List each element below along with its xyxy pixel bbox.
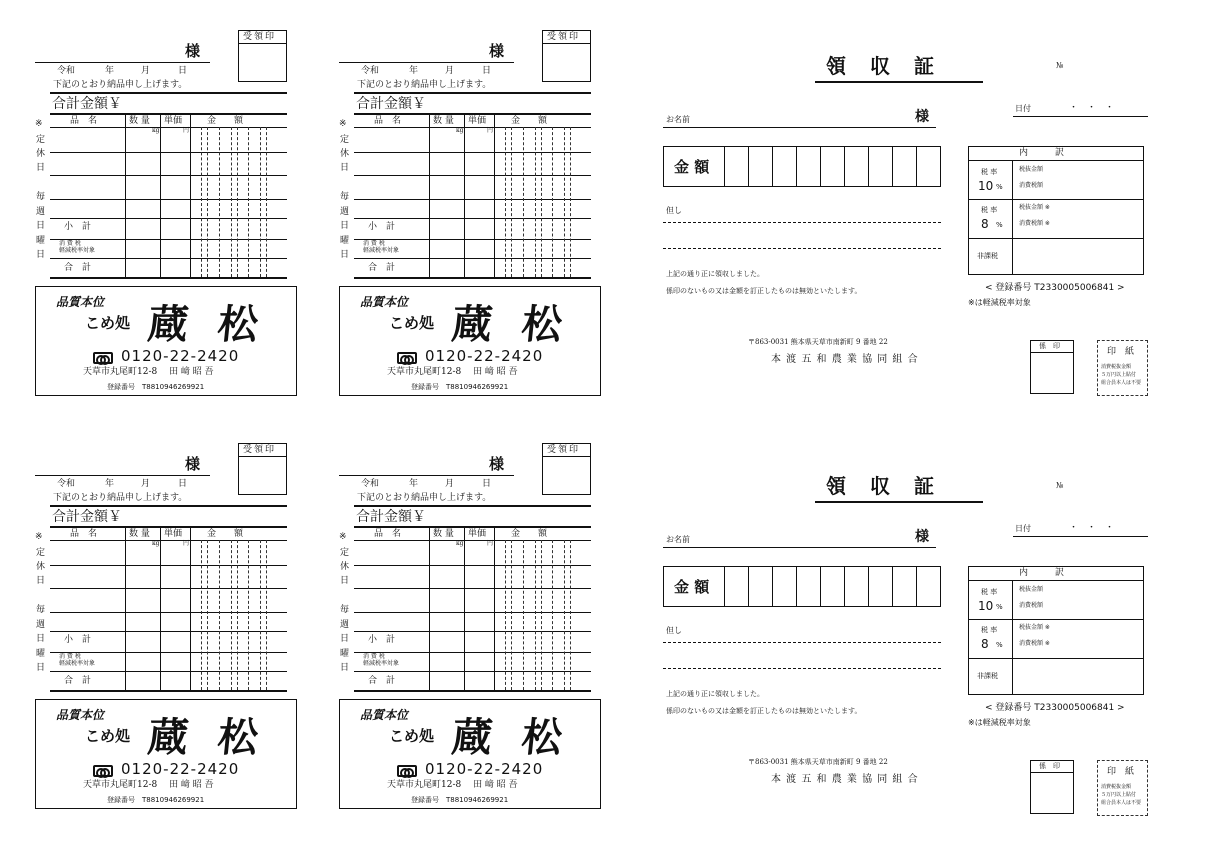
free-dial-icon	[93, 765, 113, 777]
name-label: お名前	[666, 535, 690, 544]
closed-day-char: 日	[340, 250, 350, 260]
closed-day-mark: ※	[339, 532, 347, 542]
closed-day-char: 週	[340, 620, 350, 630]
reduced-rate-label: 軽減税率対象	[59, 660, 96, 667]
revenue-stamp-note: ５万円以上貼付	[1101, 372, 1137, 378]
invalid-notice: 係印のないもの又は金額を訂正したものは無効といたします。	[666, 287, 862, 295]
total-amount-label: 合計金額￥	[356, 509, 426, 525]
subtotal-label: 小 計	[64, 635, 92, 645]
closed-day-char: 毎	[36, 192, 46, 202]
col-price-header: 単価	[468, 116, 487, 126]
customer-name-line	[339, 475, 514, 476]
name-label: お名前	[666, 115, 690, 124]
day-label: 日	[178, 66, 188, 76]
unit-yen: 円	[487, 127, 494, 134]
col-item-header: 品 名	[70, 116, 98, 126]
delivery-notice: 下記のとおり納品申し上げます。	[357, 80, 492, 90]
receipt-stamp-label: 受領印	[243, 445, 277, 455]
phone-number: 0120-22-2420	[425, 347, 544, 365]
revenue-stamp-note: 消費税抜金額	[1101, 784, 1132, 790]
shop-info-box	[35, 699, 297, 809]
pre-tax-reduced-label: 税抜金額 ※	[1019, 204, 1050, 211]
revenue-stamp-box	[1097, 760, 1148, 816]
shop-tagline: 品質本位	[360, 708, 409, 722]
closed-day-char: 休	[36, 562, 46, 572]
issuer-name: 本 渡 五 和 農 業 協 同 組 合	[771, 774, 919, 785]
delivery-notice: 下記のとおり納品申し上げます。	[53, 493, 188, 503]
day-label: 日	[482, 66, 492, 76]
closed-day-char: 日	[340, 634, 350, 644]
total-amount-label: 合計金額￥	[356, 96, 426, 112]
total-amount-label: 合計金額￥	[52, 96, 122, 112]
closed-day-char: 日	[36, 663, 46, 673]
invalid-notice: 係印のないもの又は金額を訂正したものは無効といたします。	[666, 707, 862, 715]
day-label: 日	[178, 479, 188, 489]
shop-subtitle: こめ処	[85, 314, 131, 332]
revenue-stamp-label: 印 紙	[1107, 347, 1135, 357]
col-amount-header: 金 額	[511, 529, 548, 539]
col-price-header: 単価	[468, 529, 487, 539]
subtotal-label: 小 計	[64, 222, 92, 232]
shop-registration-number: 登録番号 T8810946269921	[107, 383, 205, 391]
tax-rate-label: 税 率	[981, 168, 998, 176]
date-label: 日付	[1015, 524, 1031, 533]
free-dial-icon	[397, 352, 417, 364]
month-label: 月	[445, 479, 455, 489]
percent-sign: %	[996, 641, 1003, 649]
shop-tagline: 品質本位	[56, 295, 105, 309]
shop-name-logo: 蔵 松	[145, 301, 269, 348]
closed-day-char: 定	[36, 548, 46, 558]
phone-number: 0120-22-2420	[425, 760, 544, 778]
receipt-stamp-box	[238, 30, 287, 82]
reiwa-label: 令和	[361, 479, 380, 489]
tax-amount-reduced-label: 消費税額 ※	[1019, 220, 1050, 227]
reduced-rate-label: 軽減税率対象	[59, 247, 96, 254]
tax-rate-label: 税 率	[981, 626, 998, 634]
closed-day-mark: ※	[35, 532, 43, 542]
phone-number: 0120-22-2420	[121, 347, 240, 365]
shop-registration-number: 登録番号 T8810946269921	[411, 383, 509, 391]
receipt-title: 領 収 証	[826, 54, 936, 78]
clerk-stamp-box	[1030, 760, 1074, 814]
tax-amount-reduced-label: 消費税額 ※	[1019, 640, 1050, 647]
shop-info-box	[35, 286, 297, 396]
percent-sign: %	[996, 183, 1003, 191]
receipt-stamp-label: 受領印	[547, 32, 581, 42]
year-label: 年	[105, 479, 115, 489]
percent-sign: %	[996, 221, 1003, 229]
col-item-header: 品 名	[70, 529, 98, 539]
non-taxable-label: 非課税	[977, 672, 998, 680]
customer-name-line	[35, 62, 210, 63]
year-label: 年	[105, 66, 115, 76]
col-item-header: 品 名	[374, 116, 402, 126]
closed-day-char: 日	[36, 163, 46, 173]
reiwa-label: 令和	[361, 66, 380, 76]
tax-label: 消 費 税	[59, 240, 81, 247]
delivery-slip	[35, 443, 300, 843]
registration-number: < 登録番号 T2330005006841 >	[985, 703, 1125, 713]
non-taxable-label: 非課税	[977, 252, 998, 260]
closed-day-char: 日	[340, 221, 350, 231]
customer-sama: 様	[489, 455, 505, 473]
free-dial-icon	[93, 352, 113, 364]
col-qty-header: 数 量	[433, 116, 454, 126]
shop-address: 天草市丸尾町12-8 田 﨑 昭 吾	[83, 780, 214, 790]
reduced-rate-note: ※は軽減税率対象	[968, 718, 1031, 727]
revenue-stamp-box	[1097, 340, 1148, 396]
closed-day-char: 毎	[340, 605, 350, 615]
shop-info-box	[339, 286, 601, 396]
pre-tax-label: 税抜金額	[1019, 586, 1044, 593]
tadashi-label: 但し	[666, 206, 682, 215]
closed-day-char: 日	[36, 634, 46, 644]
shop-subtitle: こめ処	[389, 314, 435, 332]
closed-day-char: 定	[36, 135, 46, 145]
closed-day-char: 定	[340, 135, 350, 145]
receipt-stamp-label: 受領印	[547, 445, 581, 455]
rate-8: 8	[981, 217, 989, 231]
col-qty-header: 数 量	[433, 529, 454, 539]
rate-8: 8	[981, 637, 989, 651]
customer-sama: 様	[489, 42, 505, 60]
breakdown-box	[968, 566, 1144, 695]
unit-yen: 円	[183, 127, 190, 134]
percent-sign: %	[996, 603, 1003, 611]
year-label: 年	[409, 479, 419, 489]
month-label: 月	[445, 66, 455, 76]
issuer-address: 〒863-0031 熊本県天草市南新町 9 番地 22	[748, 758, 888, 766]
issuer-name: 本 渡 五 和 農 業 協 同 組 合	[771, 354, 919, 365]
rate-10: 10	[978, 599, 994, 613]
delivery-slip	[339, 30, 604, 430]
closed-day-char: 日	[340, 576, 350, 586]
closed-day-char: 休	[340, 562, 350, 572]
issuer-address: 〒863-0031 熊本県天草市南新町 9 番地 22	[748, 338, 888, 346]
tax-label: 消 費 税	[363, 653, 385, 660]
closed-day-char: 日	[340, 663, 350, 673]
unit-kg: kg	[456, 127, 464, 134]
delivery-notice: 下記のとおり納品申し上げます。	[53, 80, 188, 90]
closed-day-char: 曜	[340, 649, 350, 659]
closed-day-char: 日	[36, 250, 46, 260]
receipt	[663, 462, 1208, 847]
tax-amount-label: 消費税額	[1019, 182, 1044, 189]
month-label: 月	[141, 66, 151, 76]
tadashi-label: 但し	[666, 626, 682, 635]
closed-day-char: 週	[36, 207, 46, 217]
col-amount-header: 金 額	[207, 529, 244, 539]
receipt-stamp-label: 受領印	[243, 32, 277, 42]
grand-total-label: 合 計	[368, 676, 396, 686]
shop-info-box	[339, 699, 601, 809]
grand-total-label: 合 計	[64, 676, 92, 686]
col-price-header: 単価	[164, 529, 183, 539]
col-item-header: 品 名	[374, 529, 402, 539]
clerk-stamp-label: 係 印	[1039, 342, 1060, 350]
closed-day-mark: ※	[339, 119, 347, 129]
receipt-stamp-box	[542, 30, 591, 82]
shop-registration-number: 登録番号 T8810946269921	[411, 796, 509, 804]
unit-kg: kg	[152, 127, 160, 134]
revenue-stamp-note: 消費税抜金額	[1101, 364, 1132, 370]
total-amount-label: 合計金額￥	[52, 509, 122, 525]
tax-label: 消 費 税	[363, 240, 385, 247]
closed-day-char: 曜	[36, 236, 46, 246]
grand-total-label: 合 計	[64, 263, 92, 273]
revenue-stamp-label: 印 紙	[1107, 767, 1135, 777]
closed-day-char: 週	[36, 620, 46, 630]
tax-rate-label: 税 率	[981, 588, 998, 596]
shop-address: 天草市丸尾町12-8 田 﨑 昭 吾	[83, 367, 214, 377]
shop-address: 天草市丸尾町12-8 田 﨑 昭 吾	[387, 780, 518, 790]
shop-registration-number: 登録番号 T8810946269921	[107, 796, 205, 804]
customer-sama: 様	[185, 455, 201, 473]
shop-name-logo: 蔵 松	[145, 714, 269, 761]
phone-number: 0120-22-2420	[121, 760, 240, 778]
customer-name-line	[339, 62, 514, 63]
day-label: 日	[482, 479, 492, 489]
receipt-stamp-box	[542, 443, 591, 495]
revenue-stamp-note: ５万円以上貼付	[1101, 792, 1137, 798]
shop-name-logo: 蔵 松	[449, 301, 573, 348]
col-qty-header: 数 量	[129, 116, 150, 126]
pre-tax-label: 税抜金額	[1019, 166, 1044, 173]
amount-box	[663, 146, 941, 187]
amount-box	[663, 566, 941, 607]
clerk-stamp-label: 係 印	[1039, 762, 1060, 770]
unit-kg: kg	[456, 540, 464, 547]
date-separators: ・ ・ ・	[1069, 523, 1115, 533]
name-sama: 様	[915, 109, 929, 125]
clerk-stamp-box	[1030, 340, 1074, 394]
closed-day-char: 曜	[36, 649, 46, 659]
date-separators: ・ ・ ・	[1069, 103, 1115, 113]
revenue-stamp-note: 組合員本人は不要	[1101, 800, 1142, 806]
free-dial-icon	[397, 765, 417, 777]
closed-day-char: 休	[36, 149, 46, 159]
month-label: 月	[141, 479, 151, 489]
received-statement: 上記の通り正に領収しました。	[666, 690, 764, 698]
receipt-title: 領 収 証	[826, 474, 936, 498]
customer-name-line	[35, 475, 210, 476]
rate-10: 10	[978, 179, 994, 193]
shop-tagline: 品質本位	[360, 295, 409, 309]
reduced-rate-note: ※は軽減税率対象	[968, 298, 1031, 307]
col-qty-header: 数 量	[129, 529, 150, 539]
received-statement: 上記の通り正に領収しました。	[666, 270, 764, 278]
name-sama: 様	[915, 529, 929, 545]
closed-day-char: 日	[36, 576, 46, 586]
unit-yen: 円	[487, 540, 494, 547]
tax-amount-label: 消費税額	[1019, 602, 1044, 609]
shop-subtitle: こめ処	[389, 727, 435, 745]
revenue-stamp-note: 組合員本人は不要	[1101, 380, 1142, 386]
breakdown-title: 内 訳	[1019, 568, 1065, 578]
subtotal-label: 小 計	[368, 222, 396, 232]
delivery-slip	[339, 443, 604, 843]
delivery-notice: 下記のとおり納品申し上げます。	[357, 493, 492, 503]
amount-label: 金 額	[674, 578, 710, 596]
shop-tagline: 品質本位	[56, 708, 105, 722]
col-price-header: 単価	[164, 116, 183, 126]
grand-total-label: 合 計	[368, 263, 396, 273]
reiwa-label: 令和	[57, 66, 76, 76]
closed-day-char: 日	[340, 163, 350, 173]
closed-day-mark: ※	[35, 119, 43, 129]
receipt	[663, 42, 1208, 427]
shop-subtitle: こめ処	[85, 727, 131, 745]
closed-day-char: 日	[36, 221, 46, 231]
pre-tax-reduced-label: 税抜金額 ※	[1019, 624, 1050, 631]
col-amount-header: 金 額	[511, 116, 548, 126]
shop-address: 天草市丸尾町12-8 田 﨑 昭 吾	[387, 367, 518, 377]
receipt-number-label: №	[1056, 61, 1064, 70]
reiwa-label: 令和	[57, 479, 76, 489]
reduced-rate-label: 軽減税率対象	[363, 247, 400, 254]
amount-label: 金 額	[674, 158, 710, 176]
col-amount-header: 金 額	[207, 116, 244, 126]
shop-name-logo: 蔵 松	[449, 714, 573, 761]
breakdown-title: 内 訳	[1019, 148, 1065, 158]
receipt-stamp-box	[238, 443, 287, 495]
closed-day-char: 休	[340, 149, 350, 159]
breakdown-box	[968, 146, 1144, 275]
unit-yen: 円	[183, 540, 190, 547]
receipt-number-label: №	[1056, 481, 1064, 490]
date-label: 日付	[1015, 104, 1031, 113]
registration-number: < 登録番号 T2330005006841 >	[985, 283, 1125, 293]
year-label: 年	[409, 66, 419, 76]
closed-day-char: 毎	[340, 192, 350, 202]
tax-rate-label: 税 率	[981, 206, 998, 214]
closed-day-char: 定	[340, 548, 350, 558]
reduced-rate-label: 軽減税率対象	[363, 660, 400, 667]
unit-kg: kg	[152, 540, 160, 547]
closed-day-char: 曜	[340, 236, 350, 246]
delivery-slip	[35, 30, 300, 430]
subtotal-label: 小 計	[368, 635, 396, 645]
tax-label: 消 費 税	[59, 653, 81, 660]
closed-day-char: 毎	[36, 605, 46, 615]
customer-sama: 様	[185, 42, 201, 60]
closed-day-char: 週	[340, 207, 350, 217]
